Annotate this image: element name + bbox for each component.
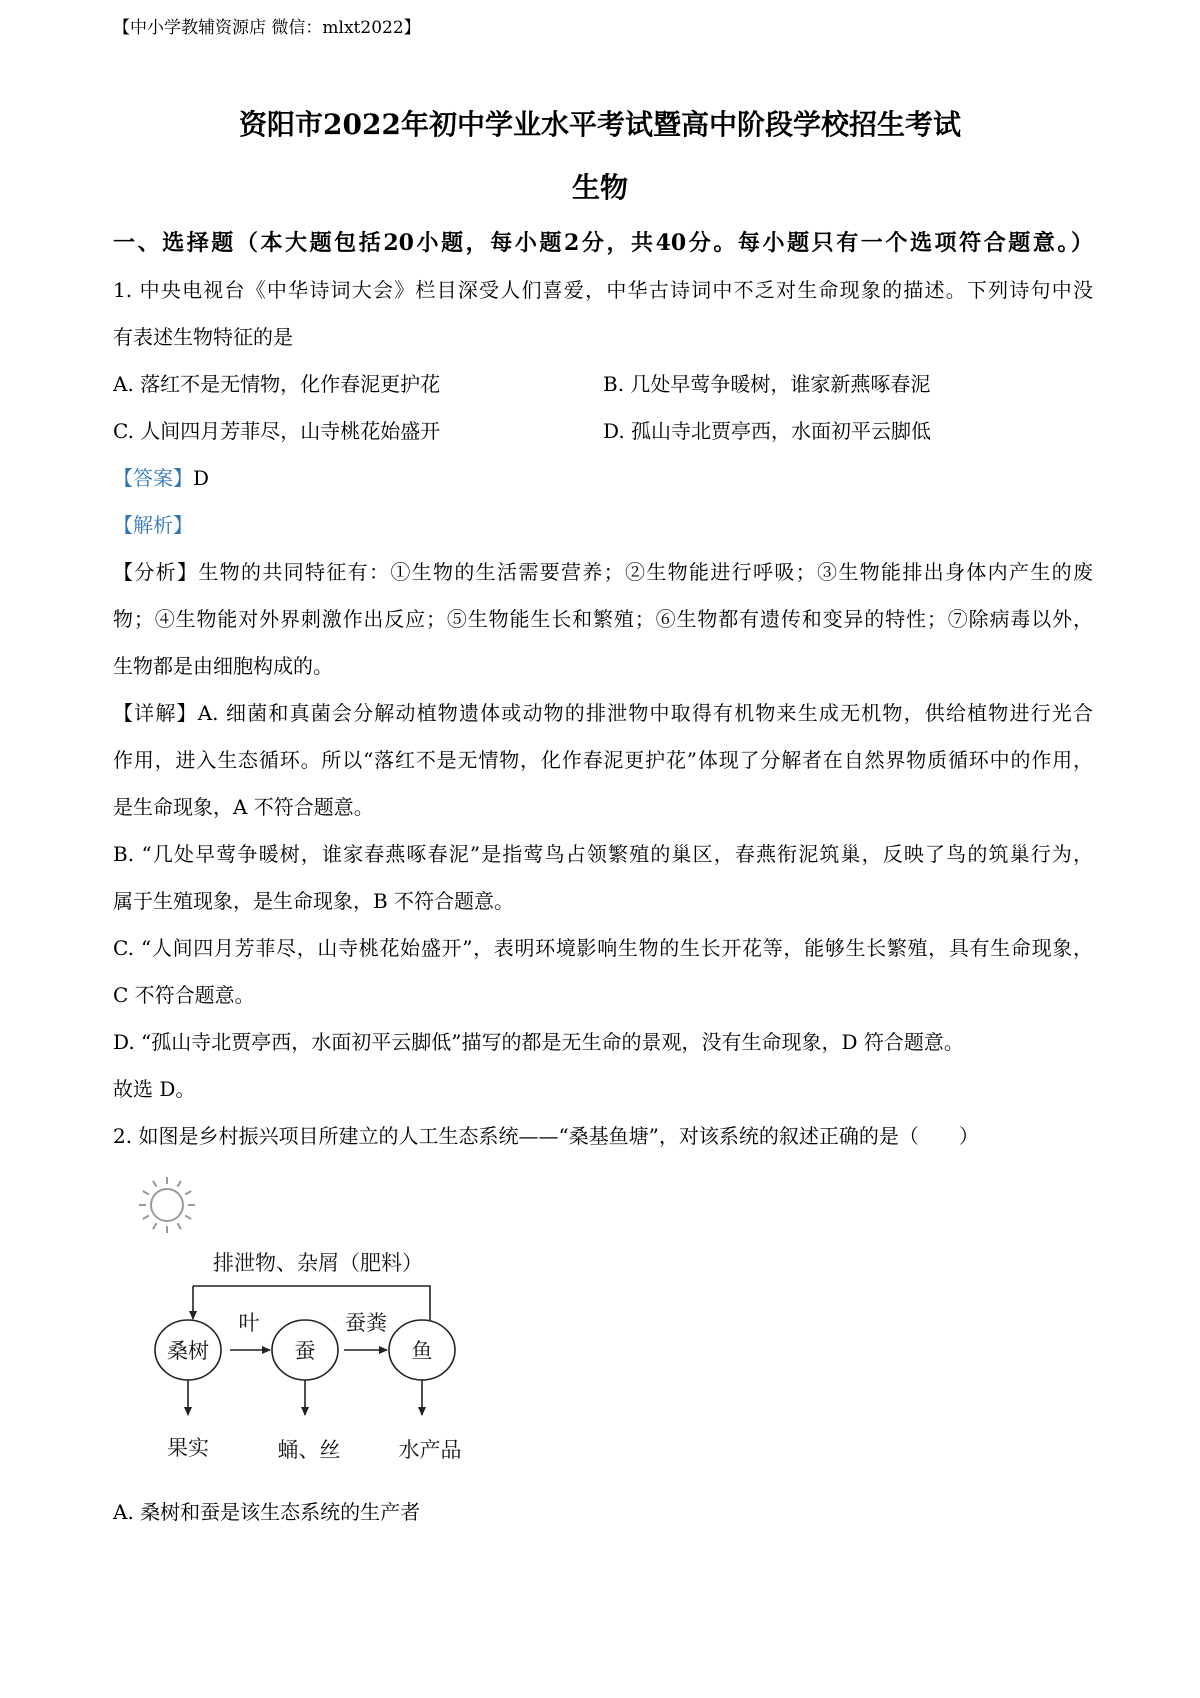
node-fish-label: 鱼 — [411, 1339, 433, 1363]
output-fruit: 果实 — [167, 1436, 209, 1460]
q1-analysis-heading — [113, 502, 1093, 549]
exam-subject: 生物 — [571, 171, 628, 204]
node-silkworm-label: 蚕 — [294, 1339, 316, 1363]
q1-options-row — [113, 361, 1093, 408]
q2-option-a: A. 桑树和蚕是该生态系统的生产者 — [113, 1500, 421, 1524]
output-aquatic-products: 水产品 — [398, 1438, 462, 1462]
explanation-line: D. “孤山寺北贾亭西，水面初平云脚低”描写的都是无生命的景观，没有生命现象，D 符合题意。 — [113, 1030, 964, 1054]
q1-option-d: D. 孤山寺北贾亭西，水面初平云脚低 — [603, 419, 932, 443]
explanation-line: 故选 D。 — [113, 1077, 196, 1101]
question-body — [113, 267, 1093, 1160]
q1-option-c: C. 人间四月芳菲尽，山寺桃花始盛开 — [113, 419, 441, 443]
fertilizer-label: 排泄物、杂屑（肥料） — [213, 1251, 423, 1275]
explanation-line: 生物都是由细胞构成的。 — [113, 654, 333, 678]
q1-answer — [113, 455, 1093, 502]
exam-title: 资阳市2022年初中学业水平考试暨高中阶段学校招生考试 — [239, 108, 961, 141]
q2-stem: 2. 如图是乡村振兴项目所建立的人工生态系统——“桑基鱼塘”，对该系统的叙述正确的是（ ） — [113, 1124, 979, 1148]
explanation-line: 【分析】生物的共同特征有：①生物的生活需要营养；②生物能进行呼吸；③生物能排出身体内产生的废 — [113, 560, 1093, 584]
explanation-line: C. “人间四月芳菲尽，山寺桃花始盛开”，表明环境影响生物的生长开花等，能够生长繁殖，具有生命现象， — [113, 936, 1093, 960]
q1-stem-line: 1. 中央电视台《中华诗词大会》栏目深受人们喜爱，中华古诗词中不乏对生命现象的描述。下列诗句中没 — [113, 278, 1093, 302]
explanation-line: 作用，进入生态循环。所以“落红不是无情物，化作春泥更护花”体现了分解者在自然界物质循环中的作用， — [113, 748, 1093, 772]
feedback-arrow — [193, 1286, 430, 1321]
explanation-line: 物；④生物能对外界刺激作出反应；⑤生物能生长和繁殖；⑥生物都有遗传和变异的特性；⑦除病毒以外， — [113, 607, 1093, 631]
edge-label-leaf: 叶 — [238, 1311, 260, 1335]
edge-label-silkworm-dung: 蚕粪 — [345, 1311, 387, 1335]
node-mulberry — [155, 1320, 221, 1380]
section-heading: 一、选择题（本大题包括20小题，每小题2分，共40分。每小题只有一个选项符合题意。） — [113, 230, 1093, 256]
explanation-line: 属于生殖现象，是生命现象，B 不符合题意。 — [113, 889, 515, 913]
explanation-line: B. “几处早莺争暖树，谁家春燕啄春泥”是指莺鸟占领繁殖的巢区，春燕衔泥筑巢，反映了鸟的筑巢行为， — [113, 842, 1093, 866]
header-note: 【中小学教辅资源店 微信：mlxt2022】 — [113, 18, 421, 38]
explanation-line: 是生命现象，A 不符合题意。 — [113, 795, 374, 819]
answer-value: D — [193, 466, 210, 490]
q1-stem-line: 有表述生物特征的是 — [113, 325, 293, 349]
explanation-line: C 不符合题意。 — [113, 983, 255, 1007]
node-fish — [389, 1320, 455, 1380]
q1-option-a: A. 落红不是无情物，化作春泥更护花 — [113, 372, 441, 396]
node-silkworm — [272, 1320, 338, 1380]
output-pupa-silk: 蛹、丝 — [277, 1438, 341, 1462]
explanation-line: 【详解】A. 细菌和真菌会分解动植物遗体或动物的排泄物中取得有机物来生成无机物，供给植物进行光合 — [113, 701, 1093, 725]
analysis-label: 【解析】 — [113, 513, 193, 537]
q1-options-row — [113, 408, 1093, 455]
mulberry-fish-pond-diagram — [130, 1170, 490, 1470]
answer-label: 【答案】 — [113, 466, 193, 490]
q1-option-b: B. 几处早莺争暖树，谁家新燕啄春泥 — [603, 372, 931, 396]
node-mulberry-label: 桑树 — [167, 1339, 209, 1363]
sun-icon — [139, 1177, 195, 1233]
